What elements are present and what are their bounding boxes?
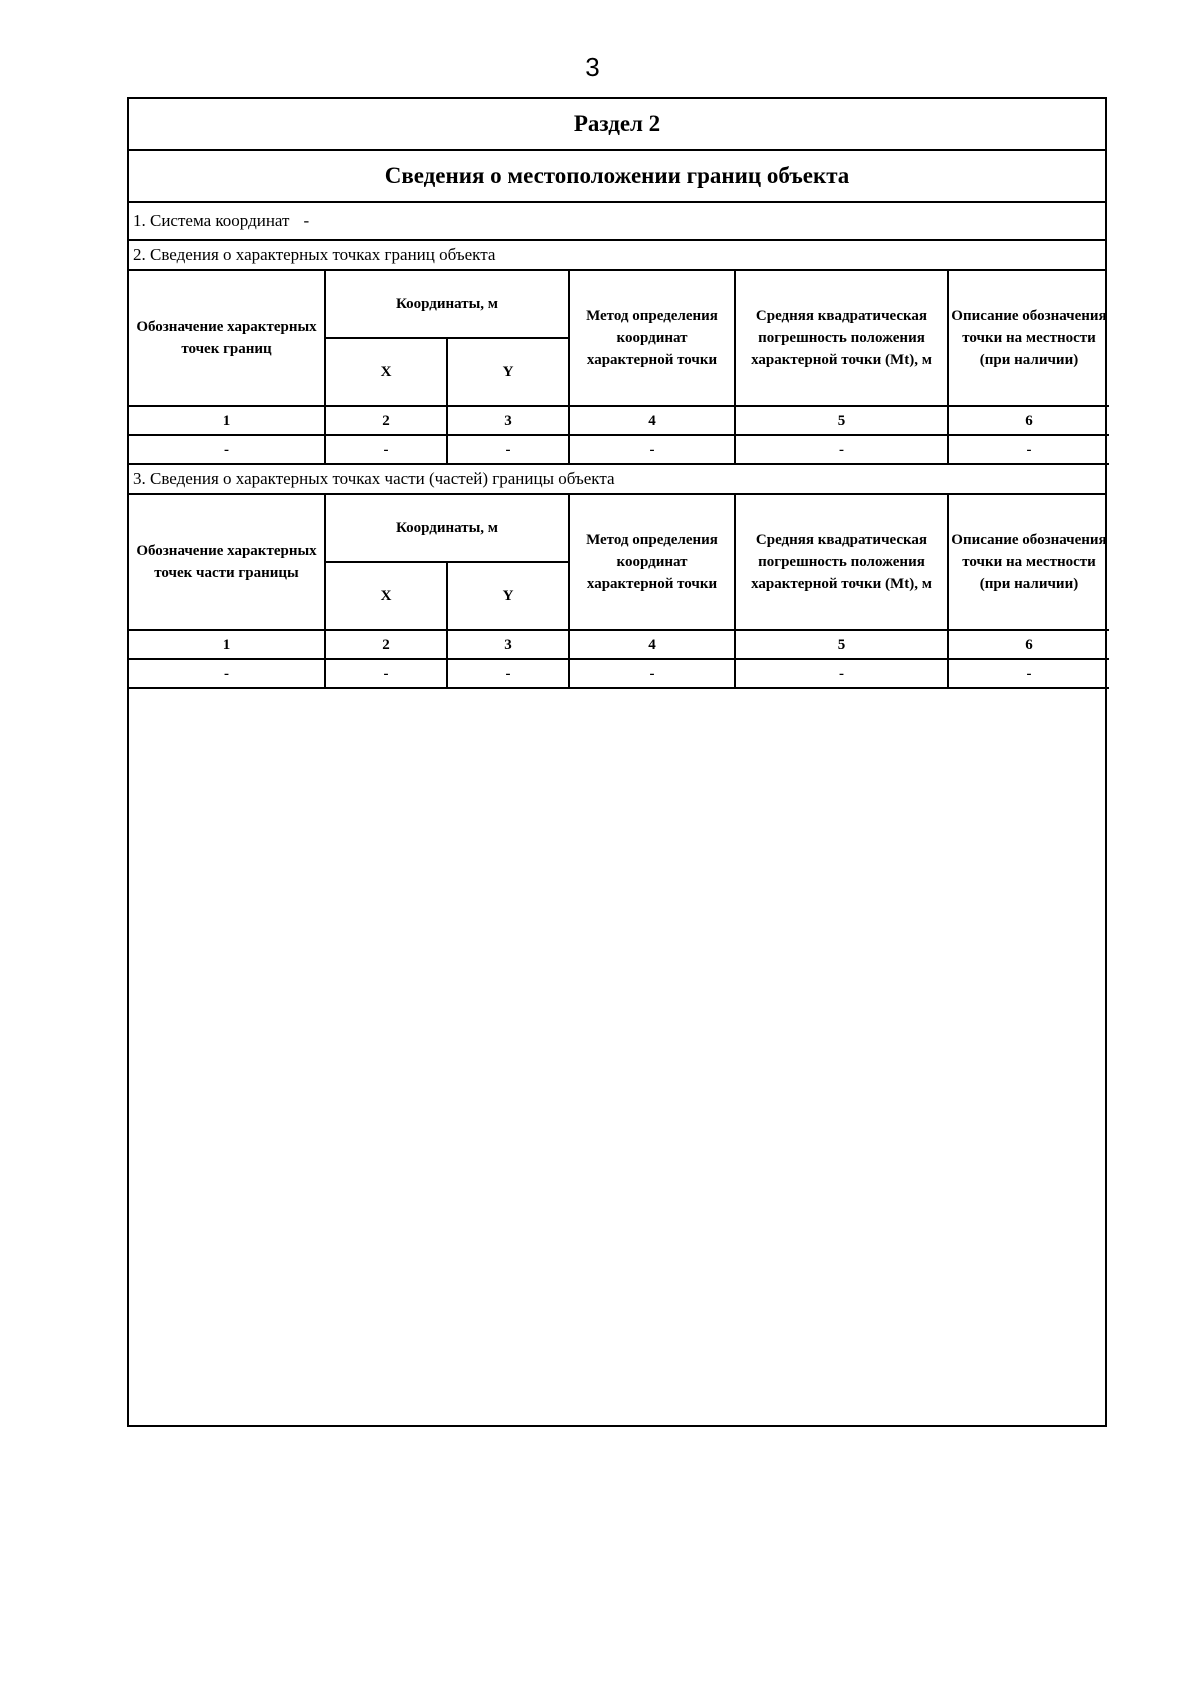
header-coordinates: Координаты, м	[325, 271, 569, 338]
header-error: Средняя квадратическая погрешность положения характерной точки (Mt), м	[735, 495, 948, 630]
header-x: X	[325, 562, 447, 630]
table2-caption: 3. Сведения о характерных точках части (частей) границы объекта	[129, 465, 1105, 495]
table-cell: -	[948, 659, 1109, 688]
column-number: 3	[447, 406, 569, 435]
header-y: Y	[447, 562, 569, 630]
column-number: 3	[447, 630, 569, 659]
coordinate-system-label: 1. Система координат	[133, 211, 290, 230]
column-numbers-row	[129, 630, 1109, 659]
header-error: Средняя квадратическая погрешность положения характерной точки (Mt), м	[735, 271, 948, 406]
table-cell: -	[735, 435, 948, 464]
section-subtitle: Сведения о местоположении границ объекта	[129, 151, 1105, 203]
column-number: 5	[735, 630, 948, 659]
header-method: Метод определения координат характерной точки	[569, 271, 735, 406]
column-number: 4	[569, 630, 735, 659]
table-cell: -	[948, 435, 1109, 464]
table-cell: -	[735, 659, 948, 688]
table-cell: -	[569, 659, 735, 688]
table-cell: -	[325, 435, 447, 464]
header-y: Y	[447, 338, 569, 406]
header-point-designation: Обозначение характерных точек границ	[129, 271, 325, 406]
table-row	[129, 659, 1109, 688]
part-boundary-points-table	[129, 495, 1109, 689]
table-cell: -	[447, 435, 569, 464]
column-number: 6	[948, 406, 1109, 435]
header-description: Описание обозначения точки на местности (при наличии)	[948, 495, 1109, 630]
column-number: 1	[129, 406, 325, 435]
header-x: X	[325, 338, 447, 406]
coordinate-system-value: -	[303, 211, 310, 230]
table-cell: -	[569, 435, 735, 464]
page-number: 3	[585, 52, 600, 82]
column-number: 2	[325, 406, 447, 435]
column-number: 6	[948, 630, 1109, 659]
column-number: 1	[129, 630, 325, 659]
column-numbers-row	[129, 406, 1109, 435]
header-description: Описание обозначения точки на местности (при наличии)	[948, 271, 1109, 406]
table-cell: -	[129, 435, 325, 464]
column-number: 4	[569, 406, 735, 435]
table1-caption: 2. Сведения о характерных точках границ объекта	[129, 241, 1105, 271]
table-cell: -	[447, 659, 569, 688]
header-coordinates: Координаты, м	[325, 495, 569, 562]
section-frame	[127, 97, 1107, 1427]
header-point-designation: Обозначение характерных точек части границы	[129, 495, 325, 630]
column-number: 5	[735, 406, 948, 435]
table-row	[129, 435, 1109, 464]
boundary-points-table	[129, 271, 1109, 465]
section-title: Раздел 2	[129, 99, 1105, 151]
table-cell: -	[325, 659, 447, 688]
column-number: 2	[325, 630, 447, 659]
coordinate-system-line	[129, 203, 1105, 241]
header-method: Метод определения координат характерной точки	[569, 495, 735, 630]
table-cell: -	[129, 659, 325, 688]
